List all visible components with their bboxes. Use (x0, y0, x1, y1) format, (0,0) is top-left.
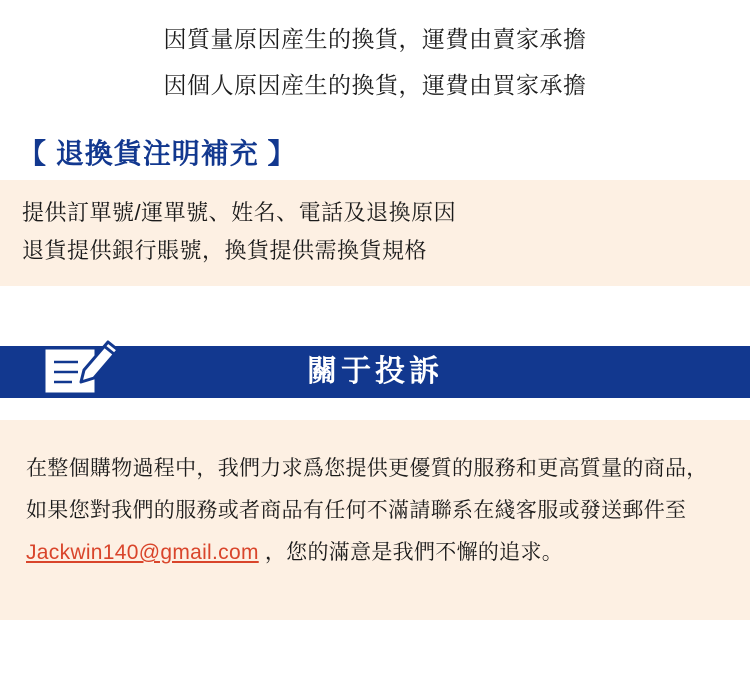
complaint-text-after: ，您的滿意是我們不懈的追求。 (258, 541, 564, 564)
top-notes (0, 0, 750, 108)
return-note-line: 提供訂單號/運單號、姓名、電話及退換原因 (22, 200, 457, 225)
complaint-text-block (0, 420, 750, 620)
support-email-link[interactable]: Jackwin140@gmail.com (26, 541, 259, 564)
complaint-paragraph (0, 448, 750, 574)
return-note-heading: 【 退換貨注明補充 】 (18, 138, 297, 169)
complaint-banner (0, 336, 750, 398)
return-note-block (0, 180, 750, 286)
return-note-line: 退貨提供銀行賬號，換貨提供需換貨規格 (22, 238, 428, 263)
pencil-note-icon (38, 336, 118, 398)
top-note-line: 因個人原因産生的換貨，運費由買家承擔 (163, 72, 587, 98)
top-note-line: 因質量原因産生的換貨，運費由賣家承擔 (163, 26, 587, 52)
complaint-text-before: 在整個購物過程中，我們力求爲您提供更優質的服務和更高質量的商品，如果您對我們的服務或者商品有任何不滿請聯系在綫客服或發送郵件至 (26, 457, 708, 522)
banner-title: 關于投訴 (307, 355, 443, 388)
